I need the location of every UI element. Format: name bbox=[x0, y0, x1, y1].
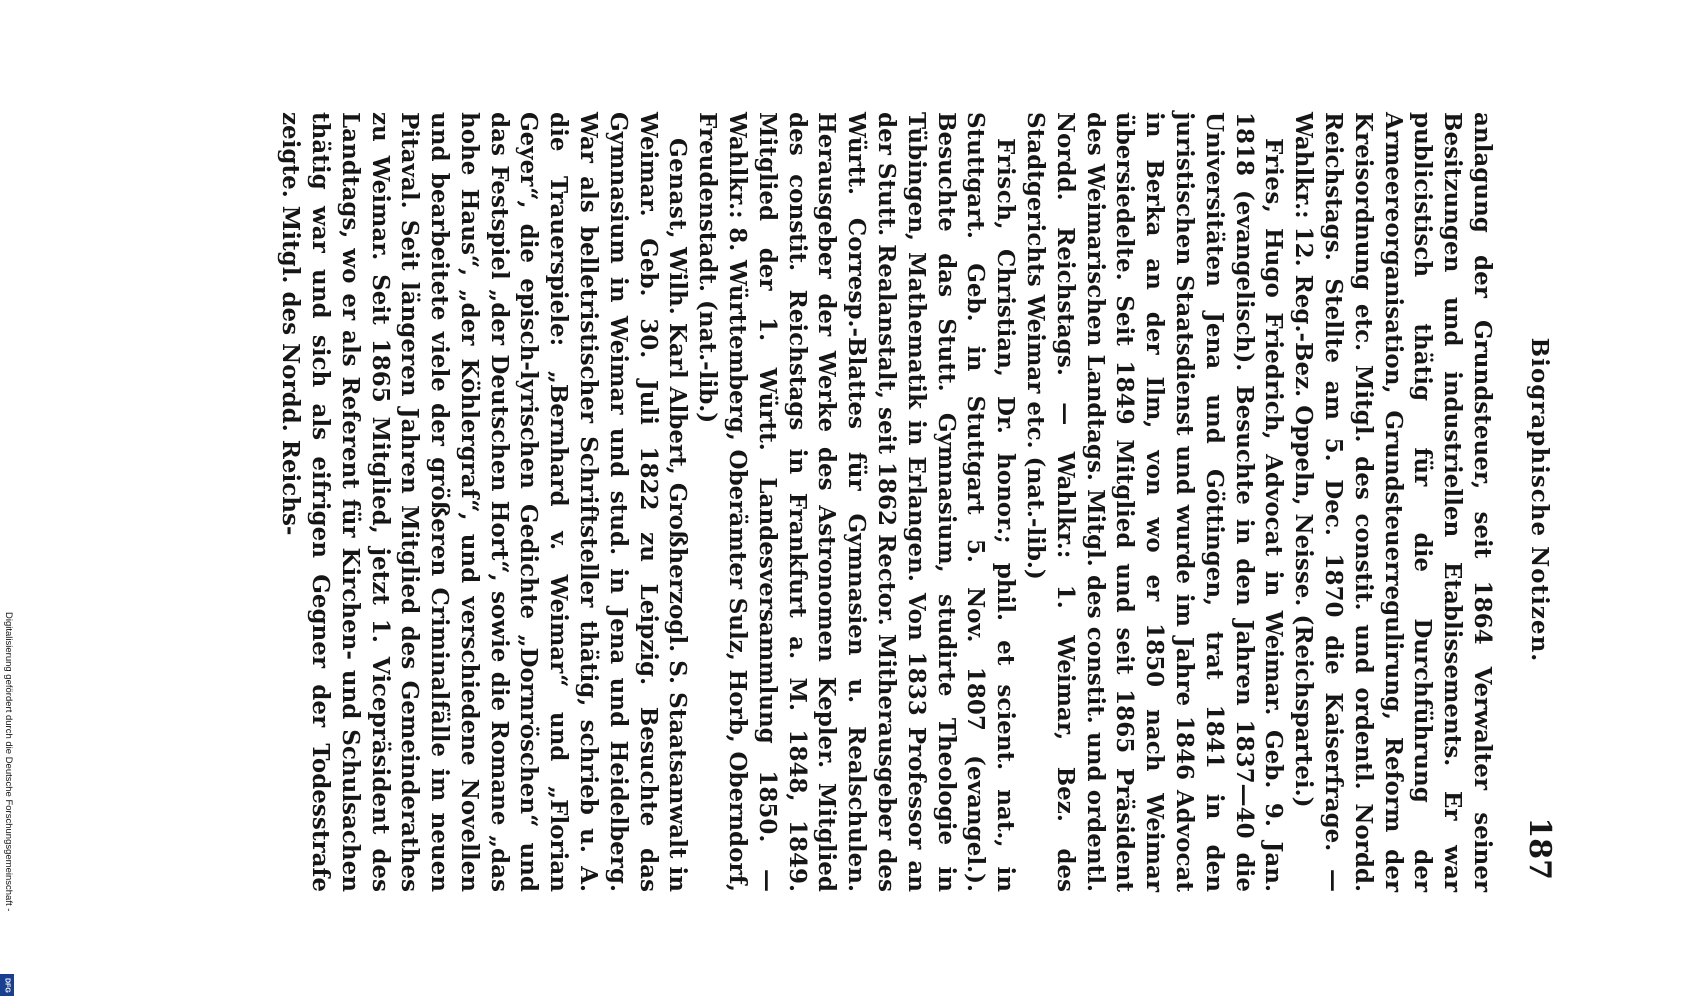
entry-frisch bbox=[692, 112, 1020, 892]
entry-name: Frisch, bbox=[992, 138, 1020, 230]
continuation-paragraph: anlagung der Grundsteuer, seit 1864 Verwalter seiner Besitzungen und industriellen Etablissements. Er war publicistisch thätig für die Durchführung der Armeereorganisation, Grundsteuerregulirung, Reform der Kreisordnung etc. Mitgl. des constit. und ordentl. Nordd. Reichstags. Stellte am 5. Dec. 1870 die Kaiserfrage. — Wahlkr.: 12. Reg.-Bez. Oppeln, Neisse. (Reichspartei.) bbox=[1290, 112, 1496, 892]
entry-fries bbox=[1020, 112, 1288, 892]
entry-text: Hugo Friedrich, Advocat in Weimar. Geb. 9. Jan. 1818 (evangelisch). Besuchte in den Jahren 1837—40 die Universitäten Jena und Göttingen, trat 1841 in den juristischen Staatsdienst und wurde im Jahre 1846 Advocat in Berka an der Ilm, von wo er 1850 nach Weimar übersiedelte. Seit 1849 Mitglied und seit 1865 Präsident des Weimarischen Landtags. Mitgl. des constit. und ordentl. Nordd. Reichstags. — Wahlkr.: 1. Weimar, Bez. des Stadtgerichts Weimar etc. (nat.-lib.) bbox=[1022, 112, 1288, 892]
page-header bbox=[1517, 120, 1557, 880]
rotated-book-page bbox=[143, 90, 1583, 910]
credit-text: Digitalisierung gefördert durch die Deutsche Forschungsgemeinschaft - bbox=[3, 612, 14, 912]
entry-name: Genast, bbox=[664, 138, 692, 239]
page-number: 187 bbox=[1522, 817, 1557, 880]
entry-text: Wilh. Karl Albert, Großherzogl. S. Staatsanwalt in Weimar. Geb. 30. Juli 1822 zu Leipzig. Besuchte das Gymnasium in Weimar und stud. in Jena und Heidelberg. War als belletristischer Schriftsteller thätig, schrieb u. A. die Trauerspiele: „Bernhard v. Weimar“ und „Florian Geyer“, die episch-lyrischen Gedichte „Dornröschen“ und das Festspiel „der Deutschen Hort“, sowie die Romane „das hohe Haus“, „der Köhlergraf“, und verschiedene Novellen und bearbeitete viele der größeren Criminalfälle im neuen Pitaval. Seit längeren Jahren Mitglied des Gemeinderathes zu Weimar. Seit 1865 Mitglied, jetzt 1. Vicepräsident des Landtags, wo er als Referent für Kirchen- und Schulsachen thätig war und sich als eifrigen Gegner der Todesstrafe zeigte. Mitgl. des Nordd. Reichs- bbox=[277, 112, 692, 892]
running-head: Biographische Notizen. bbox=[1526, 337, 1553, 663]
dfg-logo: DFG bbox=[0, 974, 14, 996]
digitization-credit bbox=[2, 612, 14, 992]
entry-name: Fries, bbox=[1260, 138, 1288, 214]
body-text bbox=[275, 112, 1497, 892]
entry-genast bbox=[275, 112, 692, 892]
entry-text: Christian, Dr. honor.; phil. et scient. nat., in Stuttgart. Geb. in Stuttgart 5. Nov. 1807 (evangel.). Besuchte das Stutt. Gymnasium, studirte Theologie in Tübingen, Mathematik in Erlangen. Von 1833 Professor an der Stutt. Realanstalt, seit 1862 Rector. Mitherausgeber des Württ. Corresp.-Blattes für Gymnasien u. Realschulen. Herausgeber der Werke des Astronomen Kepler. Mitglied des constit. Reichstags in Frankfurt a. M. 1848, 1849. Mitglied der 1. Württ. Landesversammlung 1850. — Wahlkr.: 8. Württemberg, Oberämter Sulz, Horb, Oberndorf, Freudenstadt. (nat.-lib.) bbox=[694, 112, 1020, 892]
